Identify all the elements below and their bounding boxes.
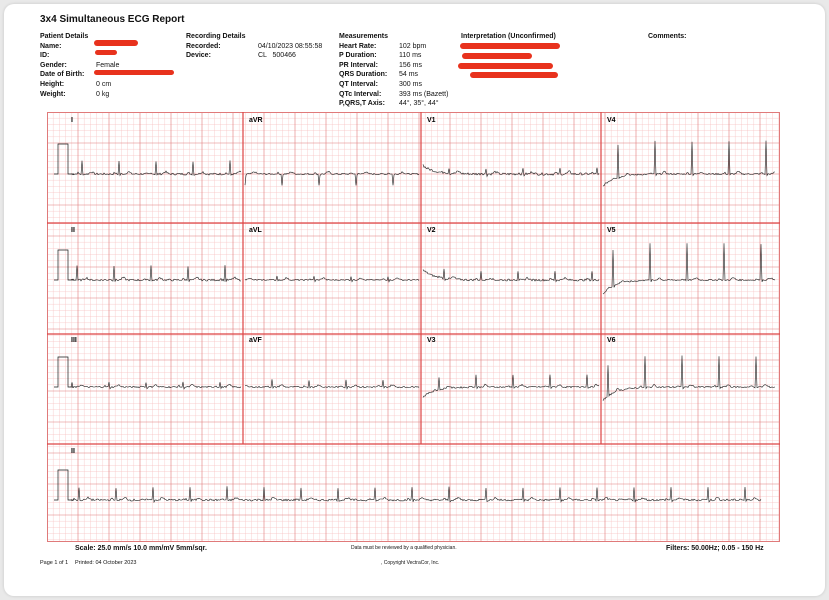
printed-date: Printed: 04 October 2023 xyxy=(75,560,137,566)
field-label: Name: xyxy=(40,42,62,50)
grid-major-lines xyxy=(47,112,780,542)
field-value: CL 500466 xyxy=(258,52,296,60)
redaction-mark xyxy=(94,40,138,46)
recorded-row xyxy=(186,42,336,52)
lead-label: V3 xyxy=(427,337,436,344)
interpretation-heading: Interpretation (Unconfirmed) xyxy=(461,33,556,40)
lead-label: V4 xyxy=(607,117,616,124)
scale-text: Scale: 25.0 mm/s 10.0 mm/mV 5mm/sqr. xyxy=(75,545,207,552)
redaction-mark xyxy=(460,43,560,49)
field-value: 156 ms xyxy=(399,61,422,69)
measurement-row xyxy=(339,80,459,90)
recording-details-heading: Recording Details xyxy=(186,33,246,40)
redaction-mark xyxy=(94,70,174,75)
field-label: QTc Interval: xyxy=(339,90,382,98)
measurement-row xyxy=(339,99,459,109)
page-number: Page 1 of 1 xyxy=(40,560,69,566)
field-label: Weight: xyxy=(40,90,66,98)
filters-text: Filters: 50.00Hz; 0.05 - 150 Hz xyxy=(666,545,764,552)
lead-label: I xyxy=(71,117,73,124)
field-label: QT Interval: xyxy=(339,80,378,88)
redaction-mark xyxy=(470,72,558,78)
field-label: Height: xyxy=(40,80,65,88)
field-label: ID: xyxy=(40,52,50,60)
measurement-row xyxy=(339,90,459,100)
field-value: 102 bpm xyxy=(399,42,427,50)
field-label: Recorded: xyxy=(186,42,221,50)
grid-minor-lines xyxy=(47,112,780,542)
field-label: QRS Duration: xyxy=(339,71,388,79)
field-label: Heart Rate: xyxy=(339,42,377,50)
lead-label: V6 xyxy=(607,337,616,344)
recording-details xyxy=(186,32,336,61)
measurement-row xyxy=(339,61,459,71)
measurements-heading: Measurements xyxy=(339,33,389,40)
report-title: 3x4 Simultaneous ECG Report xyxy=(40,14,185,25)
patient-details-heading: Patient Details xyxy=(40,33,89,40)
redaction-mark xyxy=(95,50,117,55)
ecg-grid xyxy=(47,112,780,542)
field-value: Female xyxy=(96,61,120,69)
measurements xyxy=(339,32,459,109)
rhythm-lead-label: II xyxy=(71,448,75,455)
field-value: 54 ms xyxy=(399,71,419,79)
comments xyxy=(648,32,728,42)
lead-label: V2 xyxy=(427,227,436,234)
field-label: P,QRS,T Axis: xyxy=(339,100,385,108)
lead-label: V5 xyxy=(607,227,616,234)
lead-label: aVR xyxy=(249,117,263,124)
comments-heading: Comments: xyxy=(648,33,687,40)
lead-label: aVL xyxy=(249,227,262,234)
review-notice: Data must be reviewed by a qualified physician. xyxy=(351,545,457,551)
copyright: , Copyright VectraCor, Inc. xyxy=(381,560,440,566)
device-row xyxy=(186,51,336,61)
patient-weight-row xyxy=(40,90,180,100)
field-value: 110 ms xyxy=(399,52,422,60)
field-label: Gender: xyxy=(40,61,67,69)
field-label: PR Interval: xyxy=(339,61,378,69)
field-value: 393 ms (Bazett) xyxy=(399,90,449,98)
interpretation xyxy=(461,32,611,42)
patient-gender-row xyxy=(40,61,180,71)
field-value: 300 ms xyxy=(399,80,422,88)
field-label: P Duration: xyxy=(339,52,377,60)
patient-height-row xyxy=(40,80,180,90)
lead-label: aVF xyxy=(249,337,262,344)
measurement-row xyxy=(339,51,459,61)
lead-label: II xyxy=(71,227,75,234)
field-value: 04/10/2023 08:55:58 xyxy=(258,42,323,50)
measurement-row xyxy=(339,70,459,80)
lead-dividers xyxy=(47,112,780,542)
field-value: 0 kg xyxy=(96,90,110,98)
field-label: Date of Birth: xyxy=(40,71,85,79)
field-value: 0 cm xyxy=(96,80,112,88)
redaction-mark xyxy=(458,63,553,69)
lead-label: III xyxy=(71,337,77,344)
lead-label: V1 xyxy=(427,117,436,124)
field-value: 44°, 35°, 44° xyxy=(399,100,439,108)
field-label: Device: xyxy=(186,52,211,60)
redaction-mark xyxy=(462,53,532,59)
measurement-row xyxy=(339,42,459,52)
